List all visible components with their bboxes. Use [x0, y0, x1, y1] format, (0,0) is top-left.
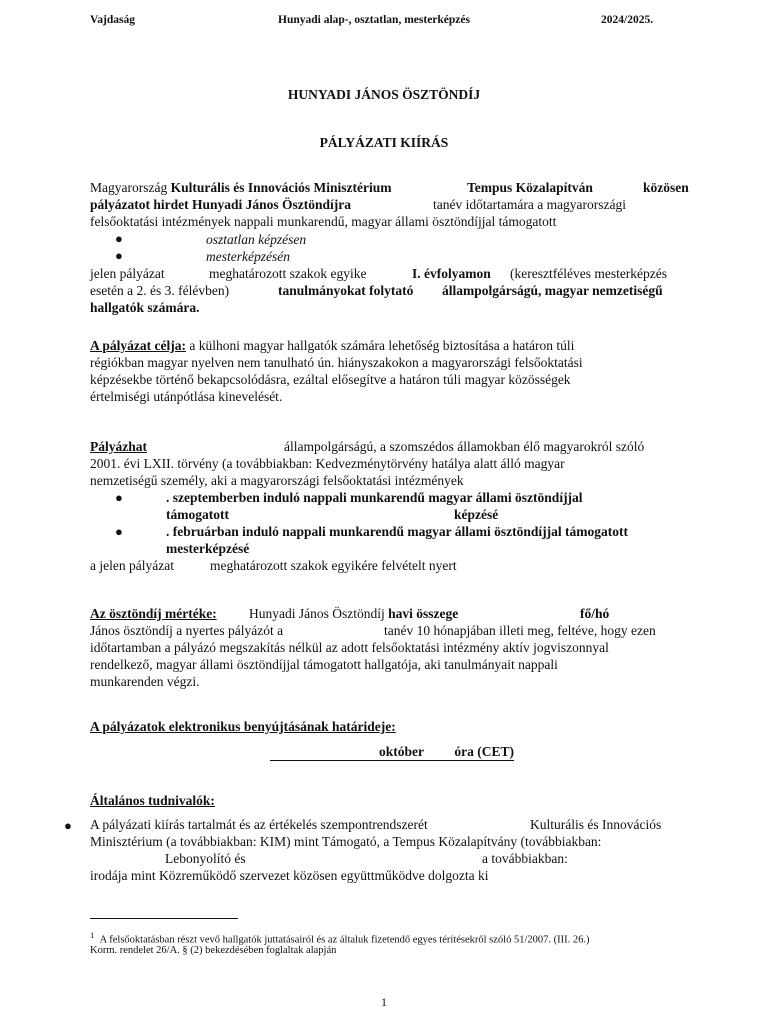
document-title: HUNYADI JÁNOS ÖSZTÖNDÍJ: [287, 87, 481, 102]
intro-line-5b: tanulmányokat folytató: [278, 283, 414, 298]
header-region: Vajdaság: [90, 14, 135, 26]
intro-line-5c: állampolgárságú, magyar nemzetiségű: [442, 283, 663, 298]
amount-line-2b: tanév 10 hónapjában illeti meg, feltéve, hogy ezen: [384, 623, 656, 638]
amount-line-3: időtartamban a pályázó megszakítás nélkül az adott felsőoktatási intézmény aktív jogviszonnyal: [90, 640, 609, 655]
eligible-bullet-2b: mesterképzésé: [166, 541, 250, 556]
eligible-line-1: állampolgárságú, a szomszédos államokban élő magyarokról szóló: [284, 439, 645, 454]
amount-line-5: munkarenden végzi.: [90, 674, 200, 689]
general-line-1b: Kulturális és Innovációs: [530, 817, 662, 832]
deadline-heading: A pályázatok elektronikus benyújtásának határideje:: [90, 719, 396, 734]
bullet-icon: ●: [64, 818, 72, 833]
intro-line-1: Magyarország Kulturális és Innovációs Minisztérium: [90, 180, 392, 195]
goal-line-2: régiókban magyar nyelven nem tanulható ún. hiányszakokon a magyarországi felsőoktatási: [90, 355, 583, 370]
intro-line-5a: esetén a 2. és 3. félévben): [90, 283, 230, 298]
bullet-icon: ●: [115, 490, 123, 505]
eligible-line-4a: a jelen pályázat: [90, 558, 174, 573]
eligible-heading: Pályázhat: [90, 439, 147, 454]
general-heading: Általános tudnivalók:: [90, 793, 215, 808]
amount-heading: Az ösztöndíj mértéke:: [90, 606, 217, 621]
intro-line-4b: meghatározott szakok egyike: [209, 266, 367, 281]
deadline-time: óra (CET): [424, 743, 514, 761]
bullet-icon: ●: [115, 524, 123, 539]
eligible-line-3: nemzetiségű személy, aki a magyarországi felsőoktatási intézmények: [90, 473, 464, 488]
eligible-bullet-1c: képzésé: [454, 507, 499, 522]
document-subtitle: PÁLYÁZATI KIÍRÁS: [319, 135, 449, 150]
intro-bullet-1: osztatlan képzésen: [206, 232, 307, 247]
eligible-bullet-2a: . februárban induló nappali munkarendű magyar állami ösztöndíjjal támogatott: [166, 524, 628, 539]
amount-line-2a: János ösztöndíj a nyertes pályázót a: [90, 623, 284, 638]
eligible-line-2: 2001. évi LXII. törvény (a továbbiakban: Kedvezménytörvény hatálya alatt álló magyar: [90, 456, 565, 471]
intro-jointly: közösen: [643, 180, 689, 195]
amount-line-4: rendelkező, magyar állami ösztöndíjjal támogatott hallgatója, aki tanulmányait nappali: [90, 657, 558, 672]
goal-line-3: képzésekbe történő bekapcsolódásra, ezáltal elősegítve a határon túli magyar közösségek: [90, 372, 571, 387]
amount-line-1: Hunyadi János Ösztöndíj havi összege: [249, 606, 459, 621]
general-line-3a: Lebonyolító és: [165, 851, 246, 866]
deadline-month: október: [270, 743, 424, 761]
page-number: 1: [381, 995, 387, 1009]
general-line-3b: a továbbiakban:: [482, 851, 568, 866]
intro-line-4c: I. évfolyamon: [412, 266, 491, 281]
goal-line-4: értelmiségi utánpótlása kinevelését.: [90, 389, 283, 404]
header-program: Hunyadi alap-, osztatlan, mesterképzés: [278, 14, 470, 26]
intro-line-4a: jelen pályázat: [90, 266, 165, 281]
intro-foundation: Tempus Közalapítván: [467, 180, 593, 195]
footnote-divider: [90, 918, 238, 919]
general-line-2: Minisztérium (a továbbiakban: KIM) mint Támogató, a Tempus Közalapítvány (továbbiakban:: [90, 834, 602, 849]
footnote-line-1: $^1$ A felsőoktatásban részt vevő hallgatók juttatásairól és az általuk fizetendő egyes térítésekről szóló 51/2007. (III. 26.): [90, 930, 590, 946]
goal-heading: A pályázat célja:: [90, 338, 186, 353]
bullet-icon: ●: [115, 248, 123, 263]
goal-line-1: A pályázat célja: a külhoni magyar hallgatók számára lehetőség biztosítása a határon túli: [90, 338, 575, 353]
general-line-4: irodája mint Közreműködő szervezet közösen együttműködve dolgozta ki: [90, 868, 489, 883]
intro-line-3: felsőoktatási intézmények nappali munkarendű, magyar állami ösztöndíjjal támogatott: [90, 214, 557, 229]
eligible-line-4b: meghatározott szakok egyikére felvételt nyert: [210, 558, 457, 573]
intro-line-2a: pályázatot hirdet Hunyadi János Ösztöndíjra: [90, 197, 352, 212]
header-year: 2024/2025.: [601, 14, 654, 26]
general-line-1a: A pályázati kiírás tartalmát és az értékelés szempontrendszerét: [90, 817, 428, 832]
amount-unit: fő/hó: [580, 606, 610, 621]
intro-line-2b: tanév időtartamára a magyarországi: [433, 197, 627, 212]
footnote-mark: 1: [90, 930, 95, 940]
intro-bullet-2: mesterképzésén: [206, 249, 290, 264]
eligible-bullet-1b: támogatott: [166, 507, 229, 522]
intro-line-6: hallgatók számára.: [90, 300, 200, 315]
bullet-icon: ●: [115, 231, 123, 246]
footnote-line-2: Korm. rendelet 26/A. § (2) bekezdésében foglaltak alapján: [90, 945, 337, 956]
intro-line-4d: (keresztféléves mesterképzés: [510, 266, 668, 281]
deadline-value: [270, 743, 514, 761]
eligible-bullet-1a: . szeptemberben induló nappali munkarendű magyar állami ösztöndíjjal: [166, 490, 583, 505]
